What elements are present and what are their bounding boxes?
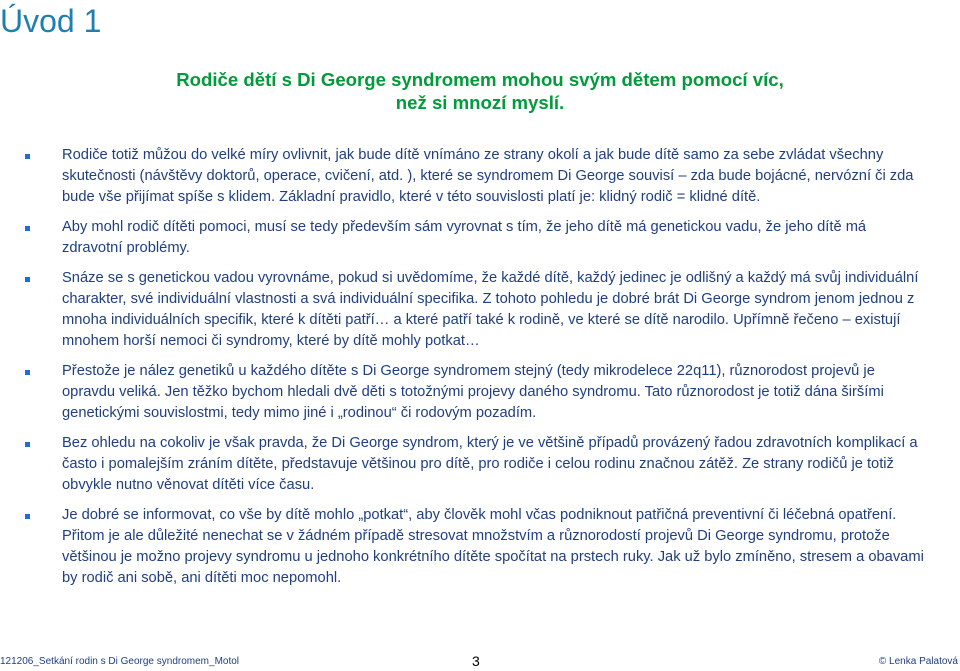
- paragraph-text: Snáze se s genetickou vadou vyrovnáme, pokud si uvědomíme, že každé dítě, každý jedinec je odlišný a každý má svůj individuální charakter, své individuální vlastnosti a svá individuální specifika. Z tohoto pohledu je dobré brát Di George syndrom jenom jednou z mnoha individuálních specifik, které k dítěti patří… a které patří také k rodině, ve které se dítě narodilo. Upřímně řečeno – existují mnohem horší nemoci či syndromy, které by dítě mohly potkat…: [62, 270, 919, 349]
- subtitle-line-2: než si mnozí myslí.: [395, 92, 565, 113]
- footer-event-name: 121206_Setkání rodin s Di George syndromem_Motol: [0, 656, 240, 667]
- paragraph-text: Bez ohledu na cokoliv je však pravda, že Di George syndrom, který je ve většině případů provázený řadou zdravotních komplikací a často i pomalejším zráním dítěte, představuje většinou pro dítě, pro rodiče i celou rodinu značnou zátěž. Ze strany rodičů je totiž obvykle nutno věnovat dítěti více času.: [62, 435, 918, 493]
- list-item: [25, 433, 930, 496]
- paragraph-text: Je dobré se informovat, co vše by dítě mohlo „potkat“, aby člověk mohl včas podniknout patřičná preventivní či léčebná opatření. Přitom je ale důležité nenechat se v žádném případě stresovat množstvím a různorodostí projevů Di George syndromu, protože většinou je možno projevy syndromu u jednoho konkrétního dítěte spočítat na prstech ruky. Jak už bylo zmíněno, stresem a obavami by rodič ani sobě, ani dítěti moc nepomohl.: [62, 507, 924, 586]
- footer-copyright: © Lenka Palatová: [878, 656, 958, 667]
- slide-subtitle: [40, 68, 920, 114]
- slide-title: Úvod 1: [0, 3, 102, 39]
- list-item: [25, 268, 930, 352]
- square-bullet-icon: [25, 442, 30, 447]
- list-item: [25, 361, 930, 424]
- square-bullet-icon: [25, 370, 30, 375]
- paragraph-text: Přestože je nález genetiků u každého dítěte s Di George syndromem stejný (tedy mikrodelece 22q11), různorodost projevů je opravdu veliká. Jen těžko bychom hledali dvě děti s totožnými projevy daného syndromu. Tato různorodost je totiž dána širšími genetickými souvislostmi, tedy mimo jiné i „rodinou“ či rodovým pozadím.: [62, 363, 884, 421]
- list-item: [25, 505, 930, 589]
- square-bullet-icon: [25, 154, 30, 159]
- square-bullet-icon: [25, 277, 30, 282]
- paragraph-text: Aby mohl rodič dítěti pomoci, musí se tedy především sám vyrovnat s tím, že jeho dítě má genetickou vadu, že jeho dítě má zdravotní problémy.: [62, 219, 867, 256]
- subtitle-line-1: Rodiče dětí s Di George syndromem mohou svým dětem pomocí víc,: [176, 69, 784, 90]
- list-item: [25, 145, 930, 208]
- paragraph-text: Rodiče totiž můžou do velké míry ovlivnit, jak bude dítě vnímáno ze strany okolí a jak bude dítě samo za sebe zvládat všechny skutečnosti (návštěvy doktorů, operace, cvičení, atd. ), které se syndromem Di George souvisí – zda bude bojácné, nervózní či zda bude vše přijímat spíše s klidem. Základní pravidlo, které v této souvislosti platí je: klidný rodič = klidné dítě.: [62, 147, 914, 205]
- page-number: 3: [472, 653, 480, 669]
- square-bullet-icon: [25, 226, 30, 231]
- bullet-list: [25, 145, 930, 598]
- square-bullet-icon: [25, 514, 30, 519]
- list-item: [25, 217, 930, 259]
